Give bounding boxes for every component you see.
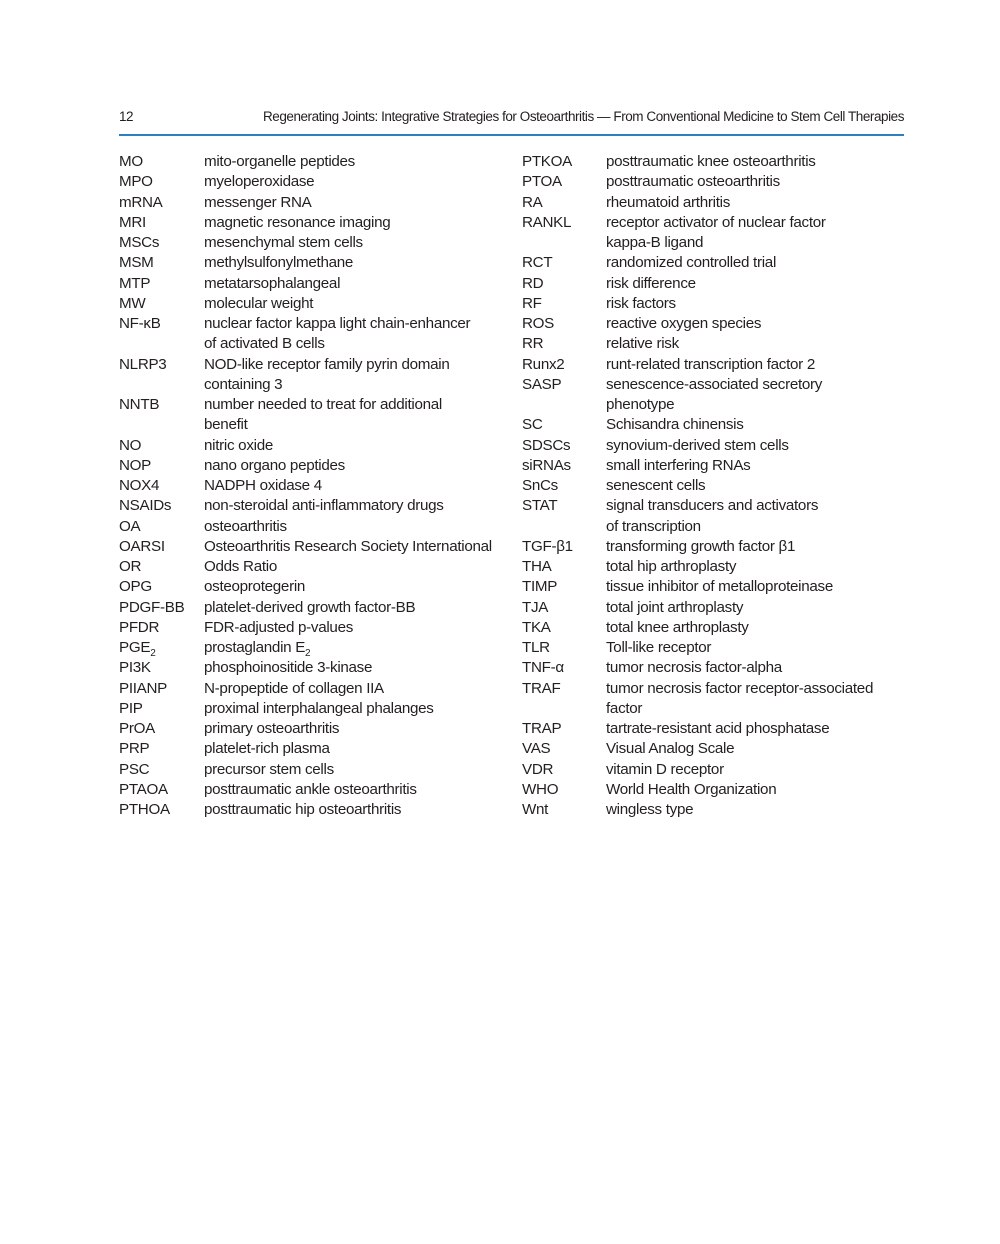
abbreviation-definition — [606, 355, 902, 375]
definition-line: receptor activator of nuclear factor — [606, 213, 826, 231]
abbreviation-row — [119, 496, 509, 516]
abbreviation-term: PI3K — [119, 659, 151, 677]
abbreviation-row — [522, 618, 902, 638]
definition-line: Odds Ratio — [204, 558, 277, 575]
abbreviation-term: mRNA — [119, 193, 163, 211]
definition-line: total joint arthroplasty — [606, 598, 744, 616]
abbreviation-definition — [204, 152, 509, 172]
definition-line: FDR-adjusted p-values — [204, 618, 354, 636]
definition-line: transforming growth factor β1 — [606, 537, 796, 555]
abbreviation-definition — [204, 436, 509, 456]
abbreviation-row — [119, 739, 509, 759]
definition-line: number needed to treat for additional — [204, 396, 442, 413]
abbreviation-term: THA — [522, 558, 552, 575]
definition-line: posttraumatic ankle osteoarthritis — [204, 780, 417, 798]
abbreviation-definition — [204, 719, 509, 739]
abbreviation-definition — [606, 679, 902, 720]
abbreviation-definition — [606, 658, 902, 678]
abbreviation-definition — [204, 658, 509, 678]
definition-line: of activated B cells — [204, 335, 325, 353]
abbreviation-term: PTKOA — [522, 153, 572, 170]
abbreviation-term: SC — [522, 416, 543, 434]
abbreviation-row — [522, 800, 902, 820]
definition-line: Schisandra chinensis — [606, 416, 744, 434]
abbreviation-term: SASP — [522, 375, 562, 393]
definition-line: risk factors — [606, 294, 676, 312]
term-subscript: 2 — [150, 648, 156, 659]
definition-line: tumor necrosis factor receptor-associated — [606, 679, 874, 697]
abbreviation-term: PIP — [119, 699, 143, 717]
abbreviation-definition — [204, 456, 509, 476]
definition-line: tissue inhibitor of metalloproteinase — [606, 578, 833, 596]
abbreviation-term: RANKL — [522, 213, 572, 231]
definition-line: Visual Analog Scale — [606, 740, 735, 758]
abbreviation-row — [119, 679, 509, 699]
abbreviation-row — [522, 314, 902, 334]
definition-line: osteoprotegerin — [204, 578, 306, 596]
definition-line: signal transducers and activators — [606, 497, 819, 515]
abbreviation-definition — [204, 274, 509, 294]
abbreviation-row — [119, 314, 509, 355]
abbreviations-right-column — [522, 152, 902, 820]
abbreviation-definition — [606, 598, 902, 618]
definition-line: nuclear factor kappa light chain-enhancer — [204, 315, 471, 332]
definition-line: total hip arthroplasty — [606, 558, 737, 575]
abbreviation-definition — [606, 375, 902, 416]
definition-line: N-propeptide of collagen IIA — [204, 679, 384, 697]
abbreviation-definition — [606, 760, 902, 780]
definition-line: primary osteoarthritis — [204, 720, 340, 737]
definition-line: synovium-derived stem cells — [606, 436, 789, 454]
abbreviation-definition — [204, 476, 509, 496]
abbreviation-definition — [204, 193, 509, 213]
abbreviation-row — [119, 274, 509, 294]
abbreviation-term: MSCs — [119, 234, 160, 251]
definition-line: posttraumatic hip osteoarthritis — [204, 801, 402, 818]
abbreviation-definition — [606, 213, 902, 254]
abbreviation-term: STAT — [522, 497, 558, 515]
abbreviation-row — [119, 193, 509, 213]
abbreviation-row — [119, 638, 509, 658]
abbreviation-definition — [204, 253, 509, 273]
definition-line: senescent cells — [606, 477, 706, 494]
abbreviation-definition — [606, 253, 902, 273]
definition-line: NOD-like receptor family pyrin domain — [204, 355, 450, 373]
abbreviation-row — [522, 172, 902, 192]
abbreviation-term: RD — [522, 274, 544, 292]
abbreviation-term: NNTB — [119, 396, 160, 413]
abbreviation-definition — [606, 618, 902, 638]
abbreviation-term: RA — [522, 193, 543, 211]
abbreviation-definition — [204, 537, 509, 557]
definition-subscript: 2 — [305, 648, 311, 659]
abbreviation-definition — [606, 172, 902, 192]
abbreviation-term: PSC — [119, 760, 150, 778]
abbreviation-row — [119, 577, 509, 597]
abbreviation-row — [522, 760, 902, 780]
definition-line: tumor necrosis factor-alpha — [606, 659, 782, 677]
abbreviation-row — [119, 780, 509, 800]
abbreviation-definition — [606, 294, 902, 314]
abbreviation-row — [119, 800, 509, 820]
definition-line: magnetic resonance imaging — [204, 213, 391, 231]
abbreviation-definition — [606, 152, 902, 172]
abbreviation-definition — [606, 577, 902, 597]
abbreviation-definition — [606, 739, 902, 759]
definition-line: posttraumatic knee osteoarthritis — [606, 153, 816, 170]
abbreviation-definition — [204, 598, 509, 618]
abbreviation-definition — [204, 395, 509, 436]
abbreviation-row — [119, 537, 509, 557]
abbreviation-definition — [606, 719, 902, 739]
abbreviation-term: TGF-β1 — [522, 537, 573, 555]
definition-line: total knee arthroplasty — [606, 618, 749, 636]
abbreviation-term: NOX4 — [119, 477, 160, 494]
abbreviation-definition — [204, 679, 509, 699]
abbreviation-row — [119, 618, 509, 638]
running-header — [119, 109, 904, 129]
abbreviation-row — [522, 294, 902, 314]
abbreviation-term: OR — [119, 558, 142, 575]
abbreviation-row — [522, 152, 902, 172]
abbreviation-term: Wnt — [522, 801, 549, 818]
abbreviation-term: MO — [119, 153, 143, 170]
definition-line: factor — [606, 699, 643, 717]
abbreviation-row — [522, 679, 902, 720]
abbreviation-term: RF — [522, 294, 542, 312]
abbreviation-definition — [606, 456, 902, 476]
abbreviation-row — [119, 213, 509, 233]
abbreviation-term: RR — [522, 335, 544, 353]
abbreviation-term: OA — [119, 517, 141, 535]
abbreviation-definition — [204, 496, 509, 516]
abbreviation-row — [119, 172, 509, 192]
definition-line: phenotype — [606, 396, 675, 413]
abbreviation-row — [119, 233, 509, 253]
abbreviation-row — [522, 780, 902, 800]
abbreviation-term: TIMP — [522, 578, 558, 596]
abbreviation-definition — [204, 213, 509, 233]
definition-line: metatarsophalangeal — [204, 274, 341, 292]
abbreviation-row — [119, 557, 509, 577]
abbreviation-definition — [606, 274, 902, 294]
abbreviation-term: MTP — [119, 274, 151, 292]
abbreviation-term: VDR — [522, 760, 554, 778]
abbreviation-definition — [606, 638, 902, 658]
abbreviation-row — [119, 476, 509, 496]
abbreviation-row — [522, 274, 902, 294]
abbreviation-term: SnCs — [522, 477, 558, 494]
abbreviation-row — [522, 476, 902, 496]
abbreviation-row — [119, 395, 509, 436]
definition-line: messenger RNA — [204, 193, 312, 211]
abbreviation-definition — [204, 699, 509, 719]
definition-line: platelet-derived growth factor-BB — [204, 598, 416, 616]
abbreviation-row — [522, 415, 902, 435]
abbreviation-definition — [606, 557, 902, 577]
definition-line: mesenchymal stem cells — [204, 234, 363, 251]
abbreviation-definition — [606, 476, 902, 496]
definition-line: NADPH oxidase 4 — [204, 477, 322, 494]
definition-line: senescence-associated secretory — [606, 375, 823, 393]
abbreviation-term: TNF-α — [522, 659, 564, 677]
abbreviation-definition — [606, 780, 902, 800]
definition-line: runt-related transcription factor 2 — [606, 355, 815, 373]
definition-line: randomized controlled trial — [606, 254, 777, 272]
abbreviation-term: WHO — [522, 780, 559, 798]
abbreviation-term: NLRP3 — [119, 355, 167, 373]
abbreviation-term: PTHOA — [119, 801, 170, 818]
abbreviation-row — [522, 355, 902, 375]
abbreviation-term: TRAF — [522, 679, 561, 697]
definition-line: reactive oxygen species — [606, 315, 762, 332]
abbreviation-term: MW — [119, 294, 146, 312]
definition-line: myeloperoxidase — [204, 173, 315, 191]
abbreviation-term: PrOA — [119, 720, 155, 737]
abbreviation-term: MRI — [119, 213, 146, 231]
abbreviation-definition — [606, 193, 902, 213]
abbreviation-row — [119, 658, 509, 678]
definition-line: rheumatoid arthritis — [606, 193, 730, 211]
abbreviation-term: PTOA — [522, 173, 562, 191]
definition-line: molecular weight — [204, 294, 314, 312]
abbreviation-definition — [204, 172, 509, 192]
definition-line: posttraumatic osteoarthritis — [606, 173, 780, 191]
abbreviation-definition — [204, 294, 509, 314]
abbreviation-definition — [204, 760, 509, 780]
abbreviation-definition — [606, 800, 902, 820]
definition-line: World Health Organization — [606, 780, 777, 798]
abbreviation-row — [522, 719, 902, 739]
abbreviation-term: SDSCs — [522, 436, 571, 454]
abbreviation-definition — [606, 415, 902, 435]
abbreviation-row — [119, 699, 509, 719]
abbreviation-row — [119, 760, 509, 780]
abbreviation-definition — [204, 517, 509, 537]
definition-line: benefit — [204, 416, 248, 434]
abbreviation-definition — [204, 355, 509, 396]
abbreviation-term: TKA — [522, 618, 551, 636]
abbreviation-row — [522, 537, 902, 557]
abbreviation-definition — [204, 314, 509, 355]
abbreviation-term: TRAP — [522, 720, 562, 737]
definition-line: proximal interphalangeal phalanges — [204, 699, 434, 717]
abbreviation-term: TJA — [522, 598, 549, 616]
abbreviation-row — [522, 456, 902, 476]
definition-line: osteoarthritis — [204, 517, 287, 535]
definition-line: wingless type — [606, 801, 694, 818]
definition-line: small interfering RNAs — [606, 456, 751, 474]
abbreviation-definition — [606, 496, 902, 537]
abbreviation-row — [522, 638, 902, 658]
abbreviation-row — [522, 496, 902, 537]
abbreviation-row — [119, 152, 509, 172]
abbreviation-term: $PGE_2$ — [119, 639, 156, 659]
abbreviation-row — [119, 517, 509, 537]
abbreviation-definition — [204, 800, 509, 820]
abbreviation-term: PDGF-BB — [119, 598, 185, 616]
abbreviation-row — [522, 253, 902, 273]
abbreviation-term: NF-κB — [119, 315, 161, 332]
abbreviation-term: PIIANP — [119, 679, 167, 697]
abbreviation-term: MPO — [119, 173, 153, 191]
abbreviation-definition — [204, 638, 509, 658]
abbreviation-term: MSM — [119, 254, 154, 272]
definition-line: non-steroidal anti-inflammatory drugs — [204, 497, 444, 515]
abbreviation-definition — [204, 557, 509, 577]
page-number: 12 — [119, 109, 134, 124]
abbreviation-term: OPG — [119, 578, 152, 596]
abbreviation-definition — [606, 334, 902, 354]
abbreviation-row — [522, 334, 902, 354]
abbreviation-term: Runx2 — [522, 355, 565, 373]
definition-line: platelet-rich plasma — [204, 740, 330, 758]
abbreviation-row — [119, 294, 509, 314]
abbreviation-term: NSAIDs — [119, 497, 172, 515]
running-title: Regenerating Joints: Integrative Strategies for Osteoarthritis — From Conventional Medicine to Stem Cell Therapies — [262, 109, 904, 124]
abbreviation-row — [522, 658, 902, 678]
abbreviation-row — [522, 598, 902, 618]
header-rule — [119, 134, 904, 136]
definition-line: relative risk — [606, 335, 679, 353]
abbreviation-term: VAS — [522, 740, 551, 758]
abbreviation-row — [522, 193, 902, 213]
abbreviation-term: PFDR — [119, 618, 160, 636]
abbreviation-row — [119, 436, 509, 456]
abbreviation-term: TLR — [522, 639, 550, 656]
abbreviation-definition — [606, 436, 902, 456]
abbreviation-term: OARSI — [119, 537, 165, 555]
abbreviation-row — [522, 577, 902, 597]
abbreviation-row — [119, 253, 509, 273]
abbreviation-row — [522, 436, 902, 456]
abbreviation-row — [119, 355, 509, 396]
definition-line: nano organo peptides — [204, 456, 345, 474]
definition-line: precursor stem cells — [204, 760, 334, 778]
definition-line: containing 3 — [204, 375, 283, 393]
definition-line: Osteoarthritis Research Society International — [204, 537, 492, 555]
abbreviation-definition — [606, 314, 902, 334]
abbreviation-term: ROS — [522, 315, 555, 332]
abbreviation-term: RCT — [522, 254, 553, 272]
abbreviation-definition — [204, 739, 509, 759]
abbreviation-term: NO — [119, 436, 142, 454]
abbreviation-row — [522, 557, 902, 577]
abbreviation-row — [522, 213, 902, 254]
definition-line: kappa-B ligand — [606, 234, 704, 251]
abbreviation-row — [119, 719, 509, 739]
definition-line: Toll-like receptor — [606, 639, 712, 656]
abbreviation-term: siRNAs — [522, 456, 571, 474]
abbreviations-left-column — [119, 152, 509, 820]
abbreviation-row — [119, 598, 509, 618]
definition-line: risk difference — [606, 274, 696, 292]
definition-line: of transcription — [606, 517, 701, 535]
definition-line: mito-organelle peptides — [204, 153, 355, 170]
definition-line: phosphoinositide 3-kinase — [204, 659, 373, 677]
abbreviation-definition — [204, 618, 509, 638]
abbreviation-term: PTAOA — [119, 780, 168, 798]
abbreviation-definition — [204, 780, 509, 800]
abbreviation-term: NOP — [119, 456, 152, 474]
definition-line: vitamin D receptor — [606, 760, 724, 778]
abbreviation-definition — [606, 537, 902, 557]
definition-line: nitric oxide — [204, 436, 273, 454]
abbreviation-row — [522, 375, 902, 416]
abbreviation-definition — [204, 233, 509, 253]
abbreviation-term: PRP — [119, 740, 150, 758]
definition-line: prostaglandin $E_2$ — [204, 639, 311, 659]
abbreviation-row — [522, 739, 902, 759]
abbreviation-definition — [204, 577, 509, 597]
definition-line: methylsulfonylmethane — [204, 254, 354, 272]
abbreviation-row — [119, 456, 509, 476]
definition-line: tartrate-resistant acid phosphatase — [606, 720, 830, 737]
